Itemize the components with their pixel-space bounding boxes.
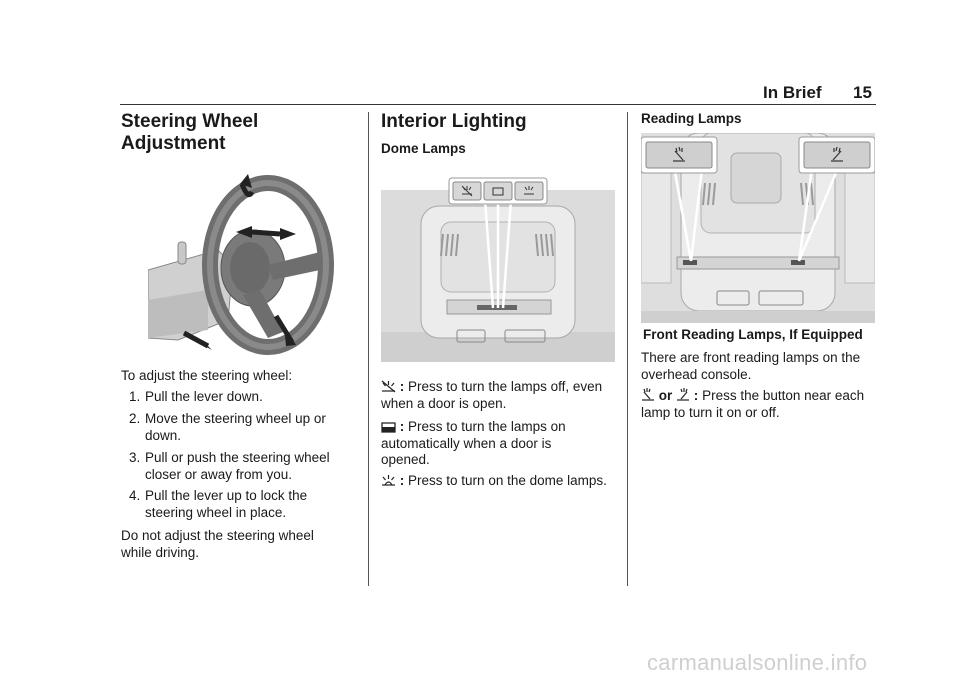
- reading-intro: There are front reading lamps on the overhead console.: [641, 350, 861, 382]
- dome-item-door: : Press to turn the lamps on automatically when a door is opened.: [381, 419, 566, 467]
- dome-item-off: : Press to turn the lamps off, even when a door is open.: [381, 379, 603, 411]
- reading-lamps-caption: Front Reading Lamps, If Equipped: [643, 327, 863, 342]
- dome-item-on: : Press to turn on the dome lamps.: [381, 473, 609, 490]
- reading-lamps-illustration: [641, 133, 875, 323]
- column-divider-2: [627, 112, 628, 586]
- steering-wheel-illustration: [148, 170, 338, 355]
- dome-lamps-illustration: [381, 172, 615, 362]
- section-title: In Brief: [763, 83, 822, 102]
- dome-lamp-on-icon: [381, 474, 396, 487]
- right-reading-lamp-icon: [676, 388, 690, 402]
- reading-lamps-heading: Reading Lamps: [641, 111, 742, 126]
- interior-heading: Interior Lighting: [381, 111, 527, 132]
- watermark: carmanualsonline.info: [647, 650, 868, 675]
- steering-warning: Do not adjust the steering wheel while driving.: [121, 528, 314, 560]
- column-divider-1: [368, 112, 369, 586]
- page-number: 15: [853, 83, 872, 102]
- dome-lamps-heading: Dome Lamps: [381, 141, 466, 156]
- header-rule: [120, 104, 876, 105]
- left-reading-lamp-icon: [641, 388, 655, 402]
- steering-heading: Steering Wheel Adjustment: [121, 111, 259, 154]
- dome-lamp-off-icon: [381, 380, 396, 393]
- door-lamp-icon: [381, 420, 396, 433]
- steering-intro: To adjust the steering wheel:: [121, 368, 293, 383]
- reading-instruction: or : Press the button near each lamp to turn it on or off.: [641, 388, 865, 420]
